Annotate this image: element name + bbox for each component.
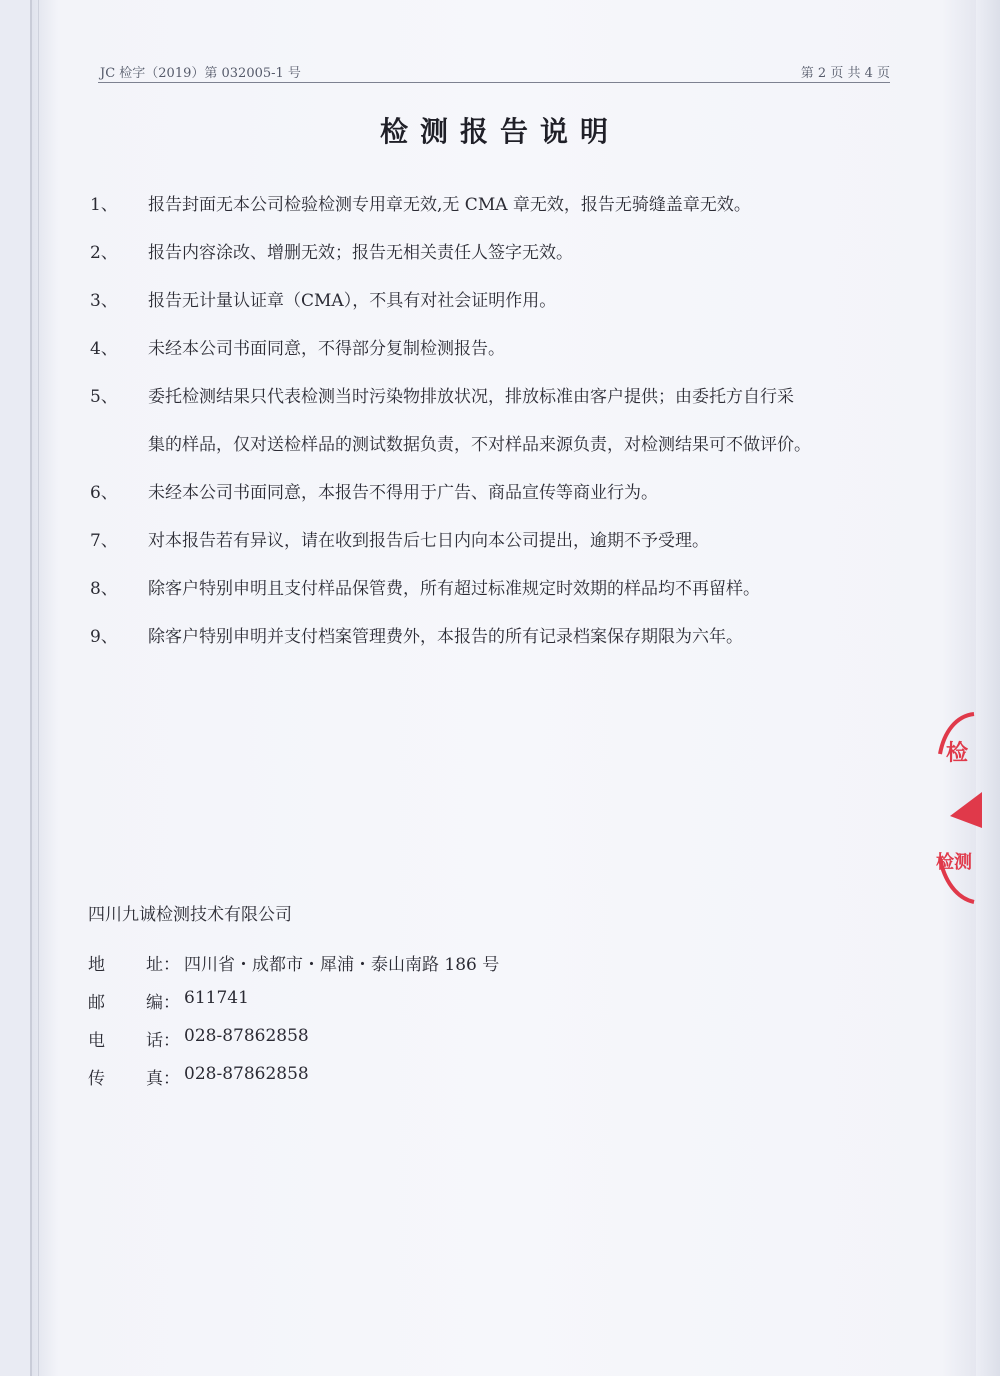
item-number: 4、 — [90, 339, 118, 359]
contact-value: 611741 — [184, 988, 249, 1008]
item-text-line: 对本报告若有异议，请在收到报告后七日内向本公司提出，逾期不予受理。 — [148, 531, 709, 551]
stamp-text-top: 检 — [946, 740, 969, 766]
item-text — [148, 622, 900, 670]
item-number: 6、 — [90, 483, 118, 503]
item-text-line: 除客户特别申明且支付样品保管费，所有超过标准规定时效期的样品均不再留样。 — [148, 579, 760, 599]
notice-item — [90, 190, 900, 238]
item-text — [148, 382, 900, 478]
item-text-line: 除客户特别申明并支付档案管理费外，本报告的所有记录档案保存期限为六年。 — [148, 627, 743, 647]
item-text — [148, 238, 900, 286]
item-number: 3、 — [90, 291, 118, 311]
item-text — [148, 334, 900, 382]
item-number: 5、 — [90, 387, 118, 407]
header-rule — [98, 82, 890, 83]
contact-value: 028-87862858 — [184, 1026, 309, 1046]
item-number: 9、 — [90, 627, 118, 647]
item-text-line: 报告内容涂改、增删无效；报告无相关责任人签字无效。 — [148, 243, 573, 263]
item-text-line: 未经本公司书面同意，本报告不得用于广告、商品宣传等商业行为。 — [148, 483, 658, 503]
company-name: 四川九诚检测技术有限公司 — [88, 905, 292, 925]
report-number: JC 检字（2019）第 032005-1 号 — [100, 66, 301, 81]
item-text — [148, 574, 900, 622]
page-right-edge — [976, 0, 1000, 1376]
item-number: 7、 — [90, 531, 118, 551]
item-text-line: 委托检测结果只代表检测当时污染物排放状况，排放标准由客户提供；由委托方自行采 — [148, 387, 794, 407]
item-text — [148, 478, 900, 526]
notice-item — [90, 286, 900, 334]
item-number: 1、 — [90, 195, 118, 215]
page-count: 第 2 页 共 4 页 — [800, 66, 890, 81]
item-text-line: 集的样品，仅对送检样品的测试数据负责，不对样品来源负责，对检测结果可不做评价。 — [148, 435, 811, 455]
notice-item — [90, 382, 900, 478]
item-number: 2、 — [90, 243, 118, 263]
binding-edge — [38, 0, 39, 1376]
notice-item — [90, 334, 900, 382]
seal-stamp-icon — [934, 708, 982, 908]
notice-item — [90, 622, 900, 670]
notice-item — [90, 478, 900, 526]
item-text — [148, 286, 900, 334]
item-text-line: 报告无计量认证章（CMA），不具有对社会证明作用。 — [148, 291, 557, 311]
notice-item — [90, 526, 900, 574]
contact-label-char: 电 — [88, 1031, 105, 1051]
item-text — [148, 526, 900, 574]
notice-item — [90, 238, 900, 286]
item-text-line: 未经本公司书面同意，不得部分复制检测报告。 — [148, 339, 505, 359]
contact-label-suffix: 话： — [146, 1031, 180, 1051]
contact-value: 四川省・成都市・犀浦・泰山南路 186 号 — [184, 955, 500, 975]
contact-label-char: 邮 — [88, 993, 105, 1013]
contact-label-char: 地 — [88, 955, 105, 975]
page-title: 检测报告说明 — [379, 115, 620, 148]
stamp-text-bottom: 检测 — [936, 852, 972, 873]
contact-label-suffix: 编： — [146, 993, 180, 1013]
contact-value: 028-87862858 — [184, 1064, 309, 1084]
notice-item — [90, 574, 900, 622]
page-header — [100, 62, 890, 82]
contact-label-suffix: 址： — [146, 955, 180, 975]
item-number: 8、 — [90, 579, 118, 599]
contact-label-char: 传 — [88, 1069, 105, 1089]
item-text — [148, 190, 900, 238]
notice-list — [90, 190, 900, 670]
contact-label-suffix: 真： — [146, 1069, 180, 1089]
item-text-line: 报告封面无本公司检验检测专用章无效,无 CMA 章无效，报告无骑缝盖章无效。 — [148, 195, 751, 215]
